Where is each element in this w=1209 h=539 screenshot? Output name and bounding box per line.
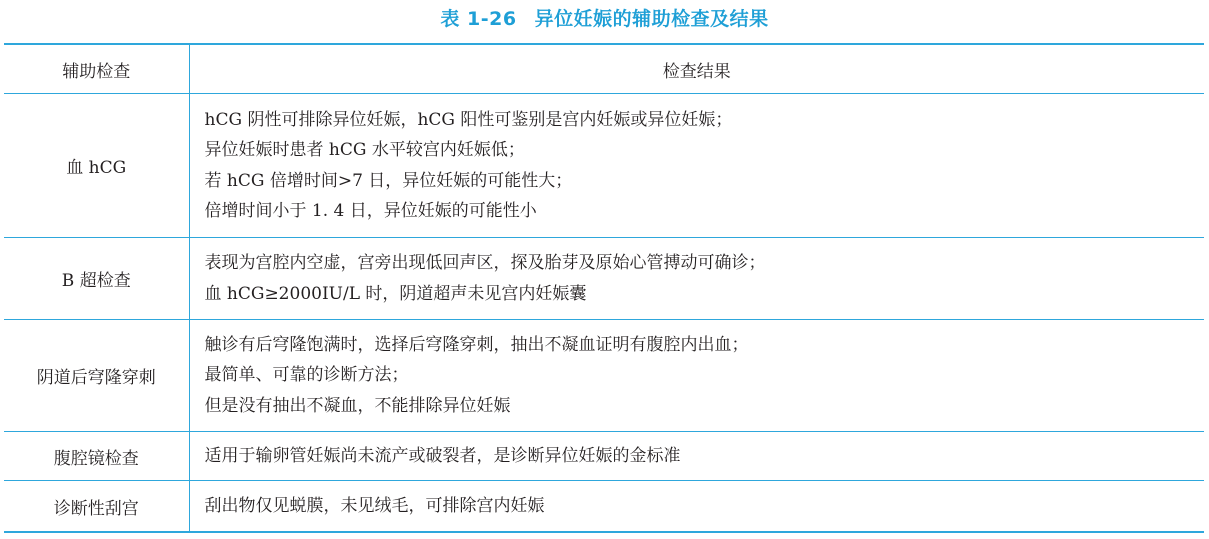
result-line: 最简单、可靠的诊断方法； — [204, 365, 409, 386]
result-line: hCG 阴性可排除异位妊娠，hCG 阳性可鉴别是宫内妊娠或异位妊娠； — [204, 109, 733, 130]
exam-name: 血 hCG — [4, 94, 189, 238]
exam-name: 腹腔镜检查 — [4, 432, 189, 481]
table-caption — [0, 4, 1209, 34]
column-header-result: 检查结果 — [189, 44, 1204, 94]
table-number: 表 1-26 — [440, 8, 517, 30]
result-line: 若 hCG 倍增时间>7 日，异位妊娠的可能性大； — [204, 170, 573, 191]
exam-result — [189, 432, 1204, 481]
exam-result — [189, 238, 1204, 320]
exam-result — [189, 481, 1204, 533]
exam-name: 诊断性刮宫 — [4, 481, 189, 533]
exam-result — [189, 320, 1204, 432]
table-row — [4, 238, 1204, 320]
result-line: 刮出物仅见蜕膜，未见绒毛，可排除宫内妊娠 — [204, 495, 545, 516]
table-row — [4, 432, 1204, 481]
result-line: 倍增时间小于 1. 4 日，异位妊娠的可能性小 — [204, 201, 537, 221]
column-header-exam: 辅助检查 — [4, 44, 189, 94]
result-line: 适用于输卵管妊娠尚未流产或破裂者，是诊断异位妊娠的金标准 — [204, 445, 681, 466]
result-line: 异位妊娠时患者 hCG 水平较宫内妊娠低； — [204, 140, 525, 160]
exam-name: 阴道后穹隆穿刺 — [4, 320, 189, 432]
table-header-row — [4, 44, 1204, 94]
result-line: 触诊有后穹隆饱满时，选择后穹隆穿刺，抽出不凝血证明有腹腔内出血； — [204, 334, 749, 355]
table-row — [4, 94, 1204, 238]
table-row — [4, 481, 1204, 533]
table-row — [4, 320, 1204, 432]
result-line: 血 hCG≥2000IU/L 时，阴道超声未见宫内妊娠囊 — [204, 283, 587, 304]
result-line: 但是没有抽出不凝血，不能排除异位妊娠 — [204, 395, 511, 416]
table-title: 异位妊娠的辅助检查及结果 — [534, 8, 769, 30]
result-line: 表现为宫腔内空虚，宫旁出现低回声区，探及胎芽及原始心管搏动可确诊； — [204, 253, 766, 273]
exam-name: B 超检查 — [4, 238, 189, 320]
exam-result — [189, 94, 1204, 238]
exam-results-table — [4, 43, 1204, 533]
